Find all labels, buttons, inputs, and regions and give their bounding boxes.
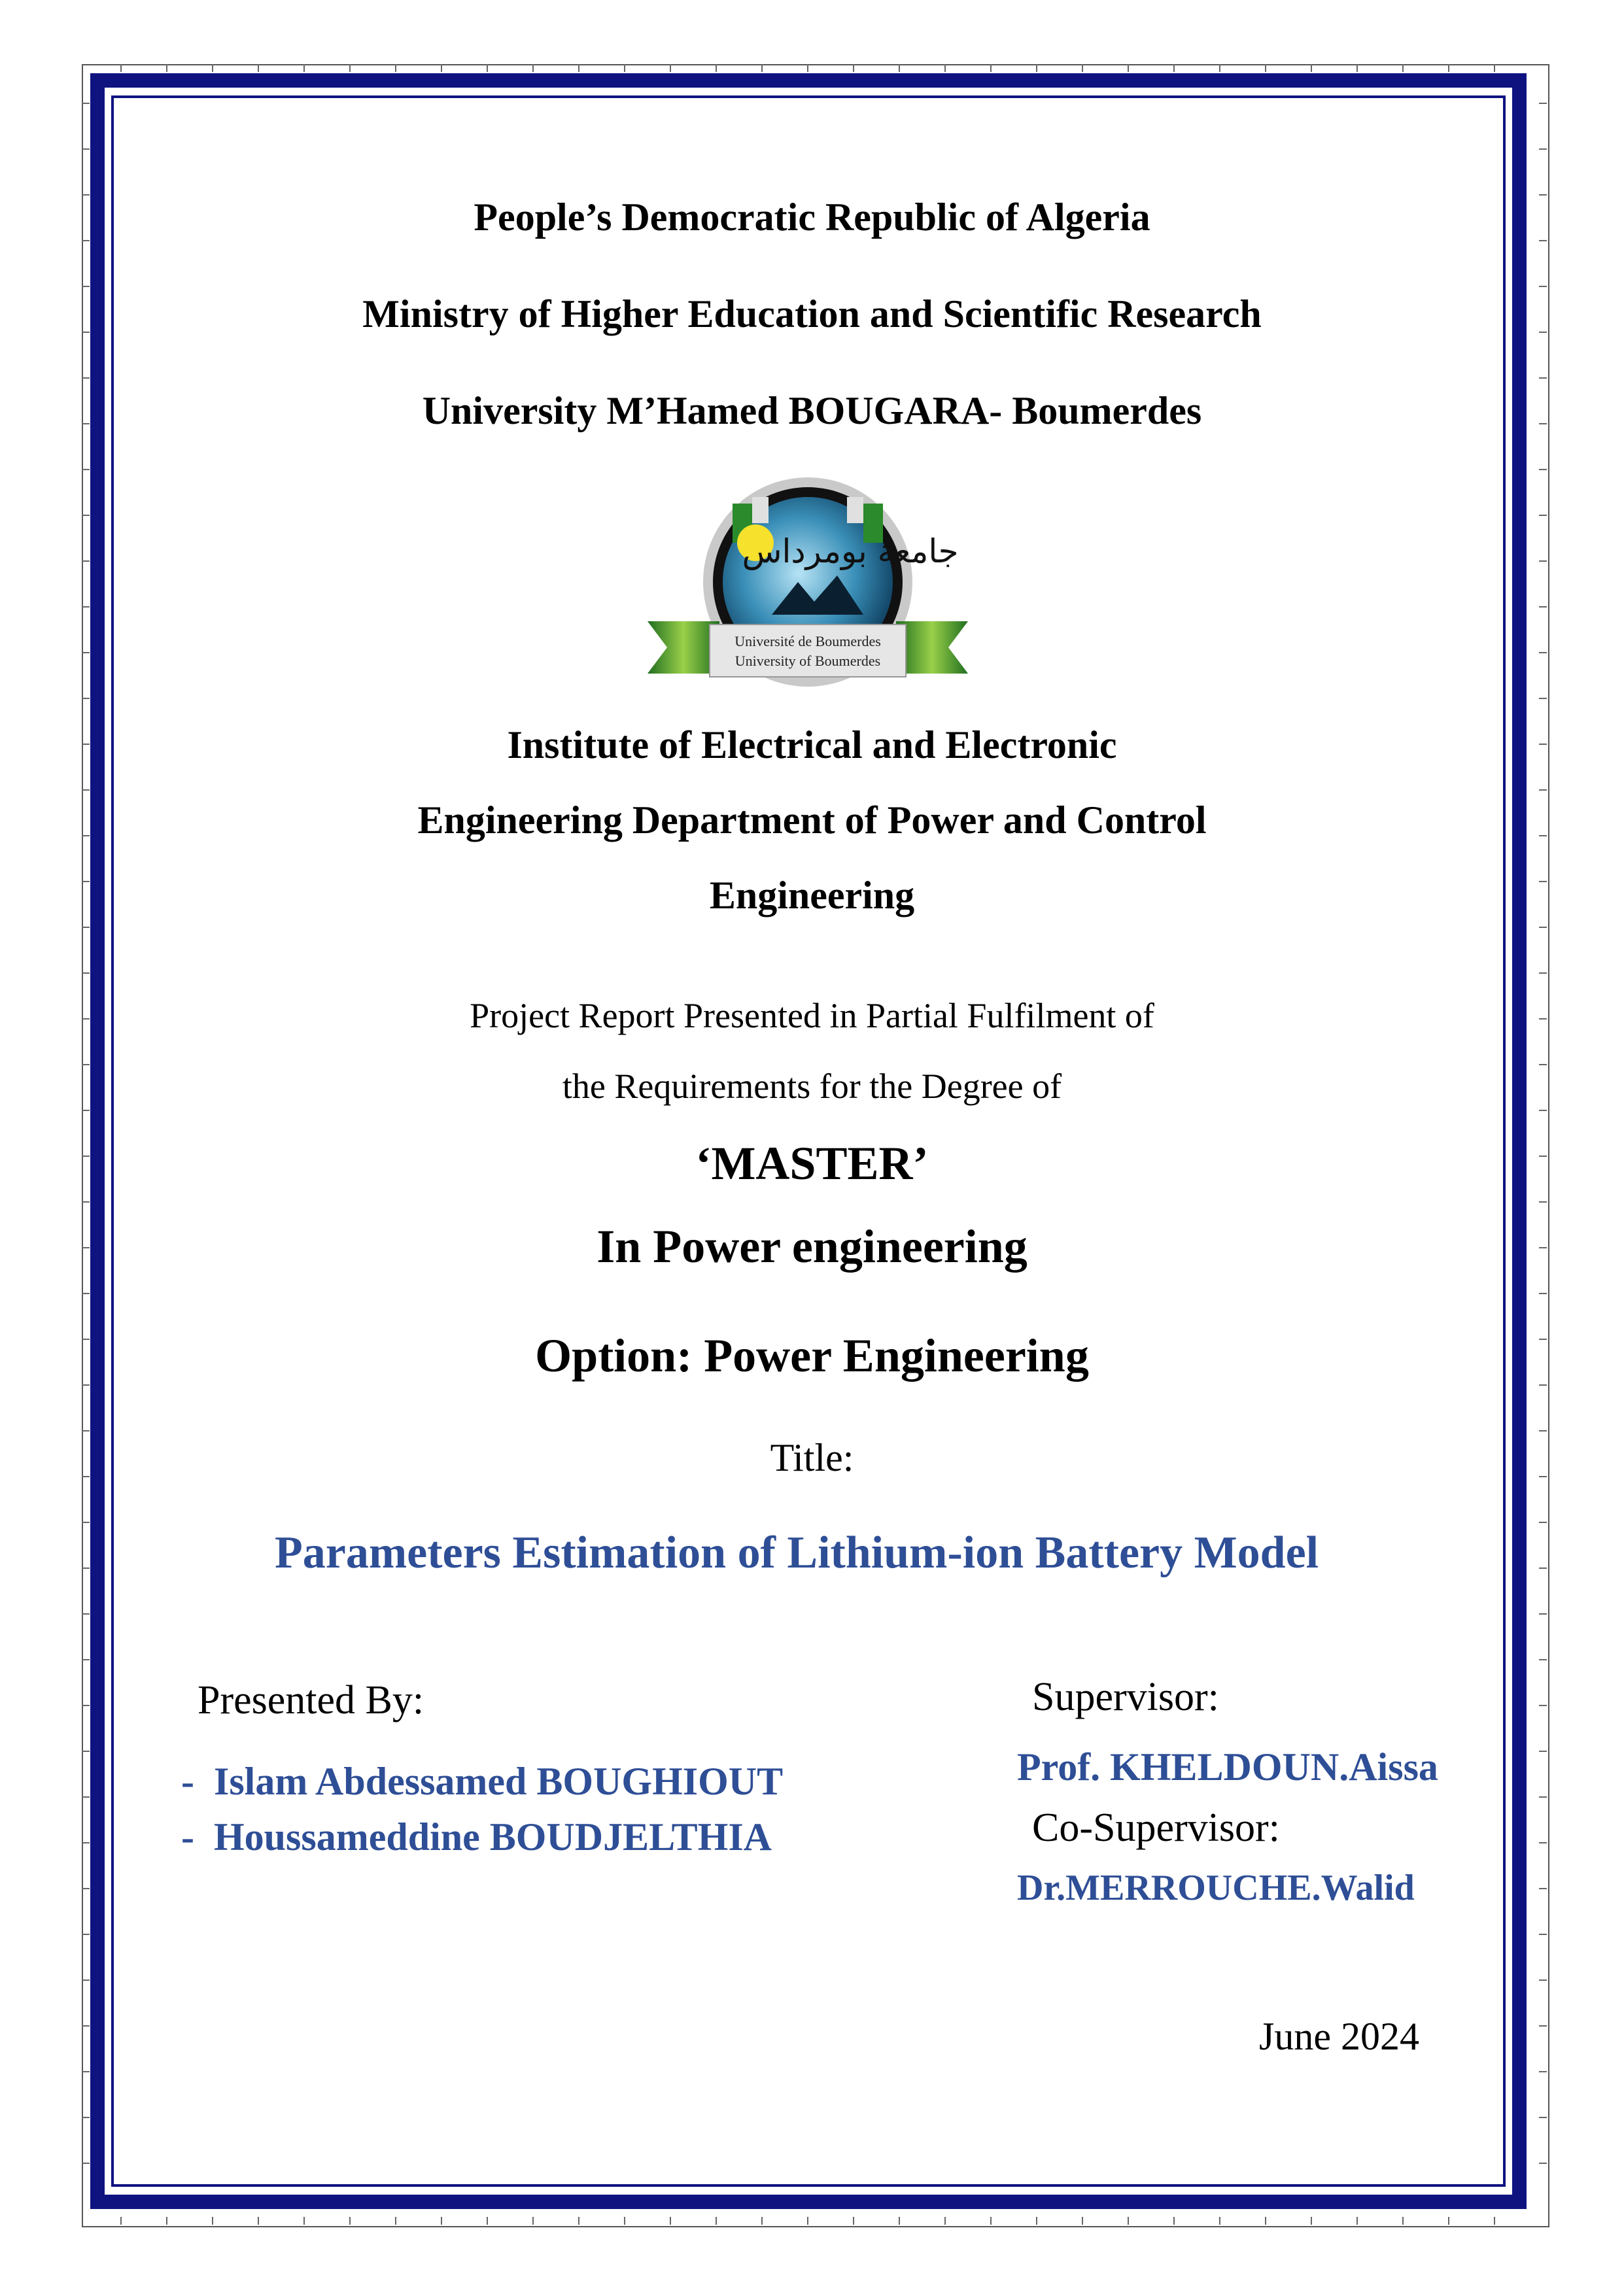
author-name: Houssameddine BOUDJELTHIA [213,1815,772,1859]
logo-arabic-text: جامعة بومرداس [742,532,959,570]
report-date: June 2024 [1259,2015,1419,2058]
degree-option: Option: Power Engineering [535,1329,1089,1382]
ministry-name: Ministry of Higher Education and Scientific Research [362,292,1262,335]
degree-name: ‘MASTER’ [695,1137,929,1190]
cosupervisor-name: Dr.MERROUCHE.Walid [1017,1868,1415,1908]
logo-banner-line2: University of Boumerdes [734,653,881,669]
logo-banner-line1: Université de Boumerdes [734,633,881,649]
author-item [181,1815,772,1860]
institute-line-2: Engineering Department of Power and Control [417,798,1207,842]
presented-by-label: Presented By: [198,1678,424,1722]
institute-line-3: Engineering [709,874,915,917]
university-name: University M’Hamed BOUGARA- Boumerdes [422,389,1202,432]
report-title: Parameters Estimation of Lithium-ion Battery Model [275,1528,1319,1578]
country-name: People’s Democratic Republic of Algeria [474,196,1150,239]
supervisor-label: Supervisor: [1032,1675,1219,1719]
degree-field: In Power engineering [596,1220,1028,1273]
list-bullet: - [181,1815,194,1859]
author-name: Islam Abdessamed BOUGHIOUT [213,1760,784,1803]
university-logo [648,477,968,700]
list-bullet: - [181,1760,194,1803]
author-item [181,1759,783,1804]
degree-intro-2: the Requirements for the Degree of [562,1067,1062,1106]
supervisor-name: Prof. KHELDOUN.Aissa [1017,1745,1438,1789]
cosupervisor-label: Co-Supervisor: [1032,1806,1280,1850]
degree-intro-1: Project Report Presented in Partial Fulfilment of [470,996,1154,1035]
institute-line-1: Institute of Electrical and Electronic [507,723,1117,766]
title-label: Title: [770,1436,854,1479]
